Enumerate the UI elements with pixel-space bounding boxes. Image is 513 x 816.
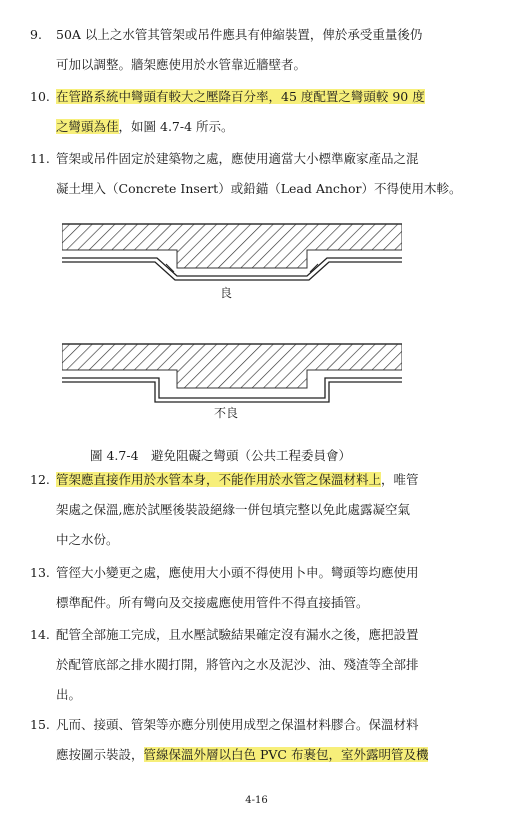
text-segment: 於配管底部之排水閥打開，將管內之水及泥沙、油、殘渣等全部排: [56, 657, 419, 672]
text-segment: 管架或吊件固定於建築物之處，應使用適當大小標準廠家產品之混: [56, 151, 419, 166]
text-line: [56, 588, 369, 618]
item-number: 15.: [30, 717, 50, 732]
item-number: 13.: [30, 565, 50, 580]
text-line: [56, 20, 422, 50]
item-number: 11.: [30, 151, 50, 166]
highlighted-text: 管線保溫外層以白色 PVC 布裹包，室外露明管及機: [143, 747, 429, 762]
list-item: [30, 620, 480, 710]
text-segment: 出。: [56, 687, 82, 702]
text-segment: 中之水份。: [56, 532, 119, 547]
text-line: [56, 82, 425, 112]
text-line: [56, 525, 119, 555]
highlighted-text: 之彎頭為佳: [56, 119, 119, 134]
text-line: [56, 112, 234, 142]
list-item: [30, 558, 480, 618]
list-item: [30, 144, 480, 204]
label-good: 良: [220, 286, 233, 300]
item-number: 12.: [30, 472, 50, 487]
text-line: [56, 620, 419, 650]
text-line: [56, 558, 419, 588]
figure-bad: [62, 340, 402, 420]
text-line: [56, 50, 306, 80]
item-number: 9.: [30, 27, 42, 42]
text-line: [56, 740, 428, 770]
text-line: [56, 144, 419, 174]
text-line: [56, 680, 81, 710]
text-segment: ，唯管: [381, 472, 419, 487]
text-line: [56, 465, 419, 495]
text-segment: ，如圖 4.7-4 所示。: [118, 119, 234, 134]
text-segment: 架處之保溫,應於試壓後裝設絕緣一併包填完整以免此處露凝空氣: [56, 502, 410, 517]
text-segment: 應按圖示裝設，: [56, 747, 144, 762]
text-segment: 配管全部施工完成，且水壓試驗結果確定沒有漏水之後，應把設置: [56, 627, 419, 642]
figure-caption: 圖 4.7-4 避免阻礙之彎頭（公共工程委員會）: [90, 448, 352, 463]
figure-good: [62, 220, 402, 300]
text-segment: 凝土埋入（Concrete Insert）或鉛錨（Lead Anchor）不得使用木軫。: [56, 181, 462, 196]
list-item: [30, 465, 480, 555]
text-segment: 標準配件。所有彎向及交接處應使用管件不得直接插管。: [56, 595, 369, 610]
list-item: [30, 710, 480, 770]
page-number: 4-16: [245, 795, 268, 806]
label-bad: 不良: [214, 406, 239, 420]
item-number: 10.: [30, 89, 50, 104]
text-segment: 可加以調整。牆架應使用於水管靠近牆壁者。: [56, 57, 307, 72]
highlighted-text: 管架應直接作用於水管本身，不能作用於水管之保溫材料上: [56, 472, 382, 487]
highlighted-text: 在管路系統中彎頭有較大之壓降百分率，45 度配置之彎頭較 90 度: [56, 89, 425, 104]
text-line: [56, 710, 419, 740]
text-line: [56, 174, 461, 204]
item-number: 14.: [30, 627, 50, 642]
text-segment: 50A 以上之水管其管架或吊件應具有伸縮裝置，俾於承受重量後仍: [56, 27, 423, 42]
text-segment: 管徑大小變更之處，應使用大小頭不得使用卜申。彎頭等均應使用: [56, 565, 419, 580]
text-line: [56, 650, 419, 680]
list-item: [30, 82, 480, 142]
list-item: [30, 20, 480, 80]
text-line: [56, 495, 410, 525]
text-segment: 凡而、接頭、管架等亦應分別使用成型之保溫材料膠合。保溫材料: [56, 717, 419, 732]
